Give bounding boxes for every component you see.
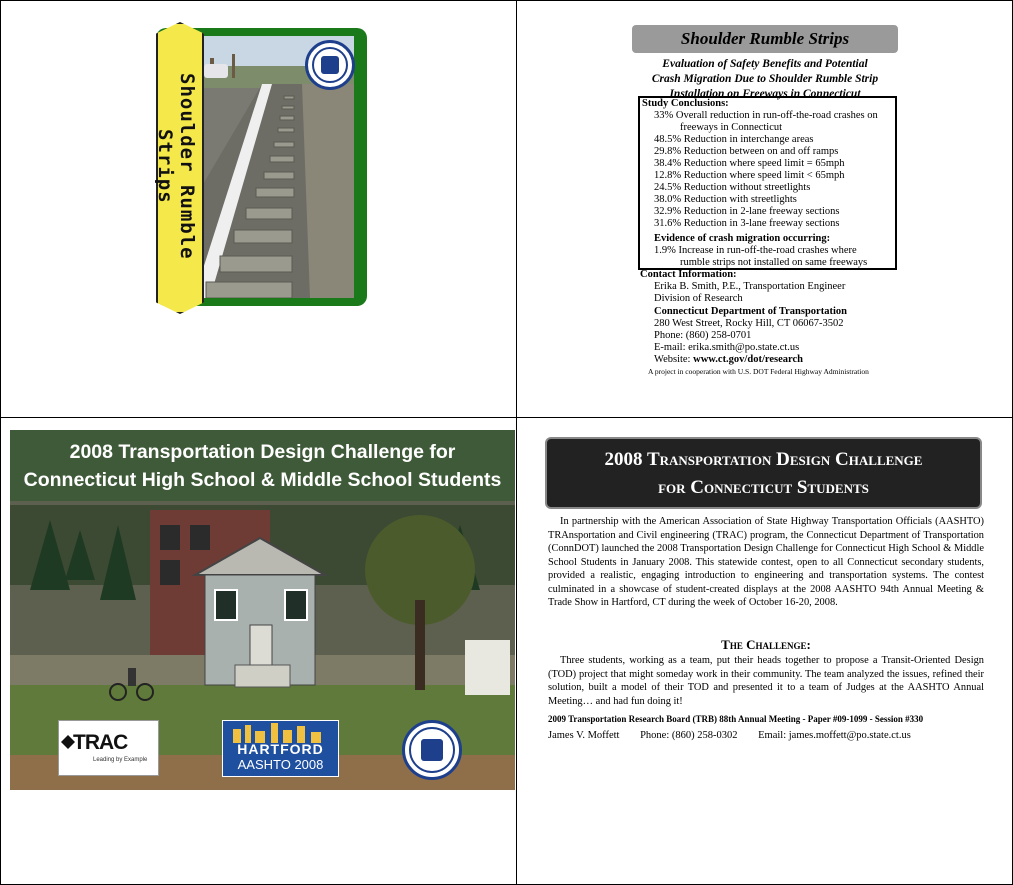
challenge-banner: 2008 Transportation Design Challenge for Connecticut Students: [545, 437, 982, 509]
contact-division: Division of Research: [654, 293, 743, 305]
contact-address: 280 West Street, Rocky Hill, CT 06067-3502: [654, 317, 844, 329]
quadrant-divider-horizontal: [0, 417, 1013, 418]
author-email: Email: james.moffett@po.state.ct.us: [758, 730, 911, 741]
author-phone: Phone: (860) 258-0302: [640, 730, 738, 741]
conclusion-item: 38.4% Reduction where speed limit = 65mph: [654, 158, 845, 169]
hartford-aashto-logo: HARTFORD AASHTO 2008: [222, 720, 339, 777]
conclusion-item: 38.0% Reduction with streetlights: [654, 194, 797, 205]
contact-email: E-mail: erika.smith@po.state.ct.us: [654, 342, 800, 354]
migration-heading: Evidence of crash migration occurring:: [654, 233, 831, 244]
ctdot-seal-icon: [305, 40, 355, 90]
migration-item: rumble strips not installed on same freeways: [680, 257, 868, 268]
contact-org: Connecticut Department of Transportation: [654, 305, 847, 317]
author-contact: [548, 730, 988, 741]
paper-reference: 2009 Transportation Research Board (TRB) 88th Annual Meeting - Paper #09-1099 - Session #330: [548, 714, 924, 724]
trac-logo: TRAC Leading by Example: [58, 720, 159, 776]
conclusion-item: 12.8% Reduction where speed limit < 65mph: [654, 170, 845, 181]
contact-phone: Phone: (860) 258-0701: [654, 330, 752, 342]
website-label: Website:: [654, 354, 694, 366]
findings-title: Shoulder Rumble Strips: [632, 25, 898, 53]
challenge-intro: In partnership with the American Association of State Highway Transportation Officials (AASHTO) TRAnsportation and Civil engineering (TRAC) program, the Connecticut Department of Transportation (ConnDOT) launched the 2008 Transportation Design Challenge for Connecticut High School & Middle School Students in January 2008. This statewide contest, open to all Connecticut secondary students, provided a realistic, engaging introduction to engineering and transportation systems. The contest culminated in a showcase of student-created displays at the 2008 AASHTO 94th Annual Meeting & Trade Show in Hartford, CT during the week of October 16-20, 2008.: [548, 516, 984, 608]
vertical-title: Shoulder Rumble Strips: [154, 72, 198, 260]
migration-item: 1.9% Increase in run-off-the-road crashes where: [654, 245, 857, 256]
conclusion-item: 33% Overall reduction in run-off-the-road crashes on: [654, 110, 878, 121]
conclusion-item: 31.6% Reduction in 3-lane freeway sections: [654, 218, 840, 229]
design-challenge-photo: [10, 430, 515, 790]
study-conclusions-box: [638, 96, 897, 270]
contact-name: Erika B. Smith, P.E., Transportation Engineer: [654, 281, 846, 293]
author-name: James V. Moffett: [548, 730, 620, 741]
findings-subtitle: Evaluation of Safety Benefits and Potential Crash Migration Due to Shoulder Rumble Strip Installation on Freeways in Connecticut: [651, 58, 879, 100]
conclusion-item: 24.5% Reduction without streetlights: [654, 182, 811, 193]
conclusion-item: 29.8% Reduction between on and off ramps: [654, 146, 839, 157]
quadrant-divider-vertical: [516, 0, 517, 885]
challenge-description: Three students, working as a team, put their heads together to propose a Transit-Oriented Design (TOD) project that might someday work in their community. The team analyzed the issues, refined their solution, built a model of their TOD and presented it to a team of Judges at the AASHTO Annual Meeting… and had fun doing it!: [548, 655, 984, 707]
contact-heading: Contact Information:: [640, 269, 737, 280]
ctdot-seal-icon: [402, 720, 462, 780]
conclusion-item: freeways in Connecticut: [680, 122, 783, 133]
challenge-photo-banner: 2008 Transportation Design Challenge for Connecticut High School & Middle School Students: [10, 430, 515, 501]
contact-website: www.ct.gov/dot/research: [693, 354, 803, 366]
conclusion-item: 48.5% Reduction in interchange areas: [654, 134, 814, 145]
conclusions-heading: Study Conclusions:: [642, 98, 729, 109]
conclusion-item: 32.9% Reduction in 2-lane freeway sections: [654, 206, 840, 217]
contact-information: [640, 269, 900, 367]
challenge-heading: The Challenge:: [721, 637, 811, 652]
cooperation-note: A project in cooperation with U.S. DOT Federal Highway Administration: [648, 367, 869, 376]
